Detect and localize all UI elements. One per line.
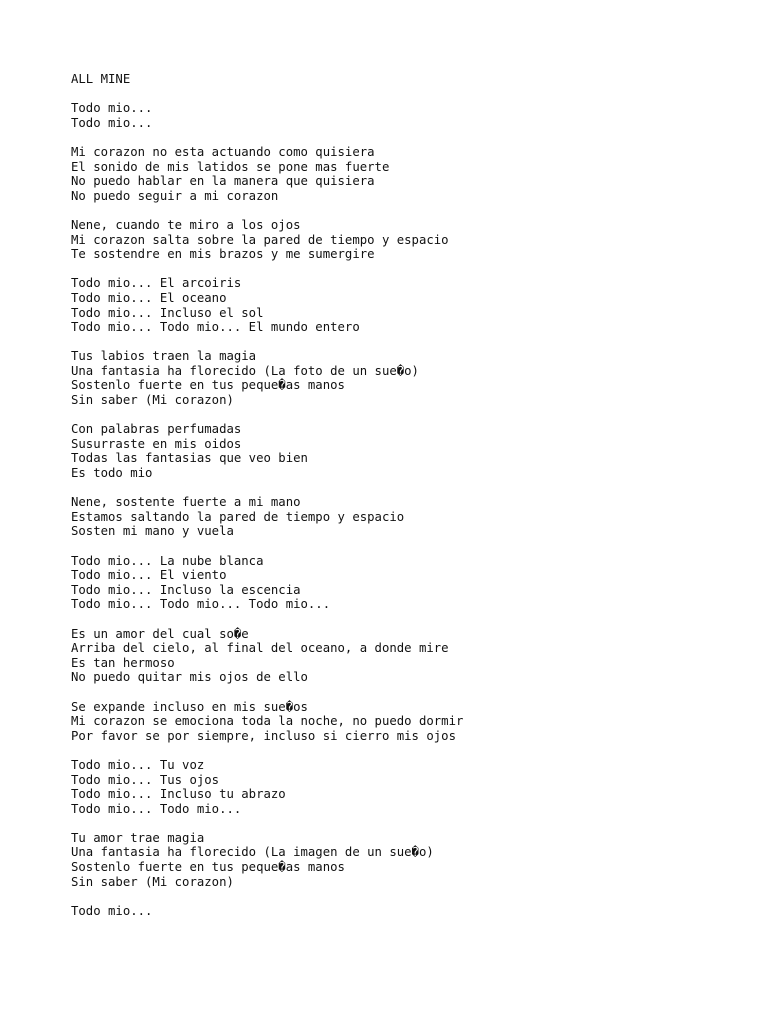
lyric-line: Tu amor trae magia bbox=[71, 830, 205, 845]
lyric-line: Todo mio... Incluso el sol bbox=[71, 305, 264, 320]
lyric-line: Sin saber (Mi corazon) bbox=[71, 393, 234, 408]
lyric-line: Mi corazon salta sobre la pared de tiempo y espacio bbox=[71, 232, 449, 247]
lyric-line: No puedo hablar en la manera que quisiera bbox=[71, 174, 375, 189]
document-title: ALL MINE bbox=[71, 72, 131, 86]
lyric-line: Todo mio... La nube blanca bbox=[71, 553, 264, 568]
lyric-line: Todas las fantasias que veo bien bbox=[71, 451, 308, 466]
lyric-line: Susurraste en mis oidos bbox=[71, 436, 242, 451]
stanza bbox=[71, 422, 731, 480]
lyric-line: Sin saber (Mi corazon) bbox=[71, 874, 234, 889]
lyric-line: Todo mio... Todo mio... bbox=[71, 801, 242, 816]
lyric-line: Con palabras perfumadas bbox=[71, 422, 242, 437]
lyric-line: Todo mio... Todo mio... Todo mio... bbox=[71, 597, 331, 612]
lyric-line: Todo mio... Incluso la escencia bbox=[71, 582, 301, 597]
lyric-line: Nene, cuando te miro a los ojos bbox=[71, 217, 301, 232]
lyric-line: Todo mio... bbox=[71, 101, 153, 116]
lyric-line: Todo mio... Incluso tu abrazo bbox=[71, 787, 286, 802]
lyric-line: Es un amor del cual so�e bbox=[71, 626, 249, 641]
lyric-line: Todo mio... bbox=[71, 903, 153, 918]
lyric-line: Todo mio... Tus ojos bbox=[71, 772, 220, 787]
stanza bbox=[71, 495, 731, 539]
lyric-line: Sostenlo fuerte en tus peque�as manos bbox=[71, 860, 345, 875]
lyric-line: Se expande incluso en mis sue�os bbox=[71, 699, 308, 714]
lyrics-document bbox=[71, 72, 731, 933]
lyric-line: Todo mio... El viento bbox=[71, 568, 227, 583]
lyric-line: Todo mio... bbox=[71, 115, 153, 130]
lyric-line: Te sostendre en mis brazos y me sumergire bbox=[71, 247, 375, 262]
lyric-line: Nene, sostente fuerte a mi mano bbox=[71, 495, 301, 510]
stanza bbox=[71, 831, 731, 889]
stanza bbox=[71, 627, 731, 685]
stanza bbox=[71, 349, 731, 407]
stanza bbox=[71, 554, 731, 612]
stanza bbox=[71, 218, 731, 262]
lyric-line: Por favor se por siempre, incluso si cierro mis ojos bbox=[71, 728, 456, 743]
lyric-line: Mi corazon se emociona toda la noche, no puedo dormir bbox=[71, 714, 464, 729]
lyric-line: No puedo quitar mis ojos de ello bbox=[71, 670, 308, 685]
stanza bbox=[71, 101, 731, 130]
lyric-line: Todo mio... El oceano bbox=[71, 290, 227, 305]
lyric-line: Todo mio... El arcoiris bbox=[71, 276, 242, 291]
stanza bbox=[71, 904, 731, 919]
lyric-line: Es todo mio bbox=[71, 466, 153, 481]
lyric-line: Sostenlo fuerte en tus peque�as manos bbox=[71, 378, 345, 393]
lyric-line: Todo mio... Todo mio... El mundo entero bbox=[71, 320, 360, 335]
stanza bbox=[71, 145, 731, 203]
lyric-line: Una fantasia ha florecido (La imagen de un sue�o) bbox=[71, 845, 434, 860]
lyric-line: Sosten mi mano y vuela bbox=[71, 524, 234, 539]
lyric-line: Una fantasia ha florecido (La foto de un sue�o) bbox=[71, 363, 419, 378]
stanza bbox=[71, 700, 731, 744]
lyric-line: Mi corazon no esta actuando como quisiera bbox=[71, 144, 375, 159]
stanza bbox=[71, 276, 731, 334]
lyric-line: El sonido de mis latidos se pone mas fuerte bbox=[71, 159, 390, 174]
lyric-line: Es tan hermoso bbox=[71, 655, 175, 670]
lyric-line: No puedo seguir a mi corazon bbox=[71, 188, 279, 203]
lyric-line: Tus labios traen la magia bbox=[71, 349, 257, 364]
stanza bbox=[71, 758, 731, 816]
lyric-line: Arriba del cielo, al final del oceano, a donde mire bbox=[71, 641, 449, 656]
lyric-line: Todo mio... Tu voz bbox=[71, 757, 205, 772]
lyric-line: Estamos saltando la pared de tiempo y espacio bbox=[71, 509, 405, 524]
stanza-list bbox=[71, 101, 731, 918]
